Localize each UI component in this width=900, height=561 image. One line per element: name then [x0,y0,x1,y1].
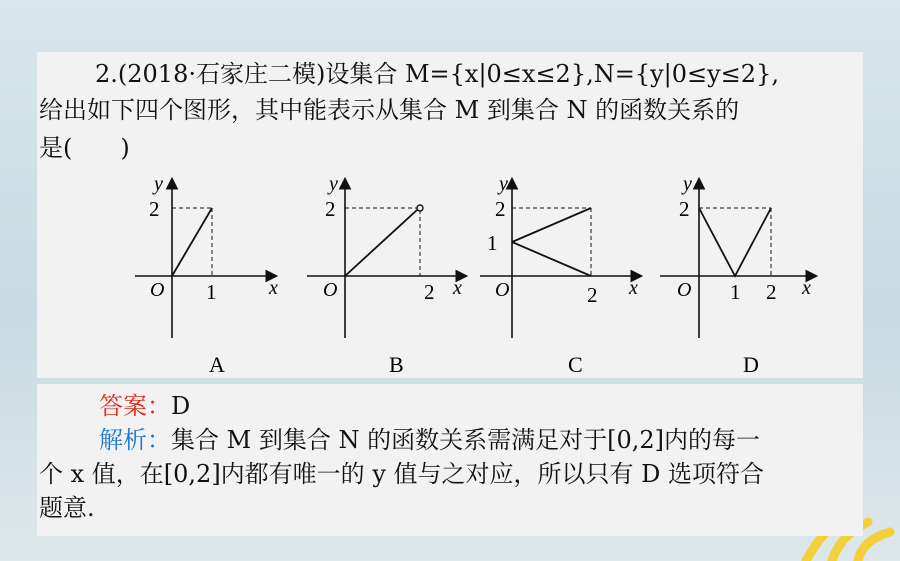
question-line-3: 是( ) [39,134,130,162]
analysis-text-1: 集合 M 到集合 N 的函数关系需满足对于[0,2]内的每一 [171,426,760,454]
graph-d-y-label: y [683,173,692,195]
option-graphs [37,168,863,378]
graph-c-y-label: y [499,173,508,195]
graph-a [135,173,278,377]
graph-c [480,173,640,377]
graph-b-x-label: x [453,277,462,299]
answer-value: D [171,392,191,420]
graph-c-caption: C [568,352,583,377]
analysis-line-3: 题意. [39,494,95,522]
graph-a-origin: O [150,279,165,301]
graph-b-y-tick: 2 [325,197,336,221]
graph-b-y-label: y [329,173,338,195]
graph-c-origin: O [495,279,510,301]
graph-c-y-tick-1: 1 [487,231,498,255]
question-panel [37,52,863,378]
answer-label: 答案： [99,392,171,420]
graph-d-origin: O [677,279,692,301]
graph-a-x-label: x [269,277,278,299]
graph-a-x-tick: 1 [206,280,217,304]
graph-b-origin: O [323,279,338,301]
graph-c-x-label: x [629,277,638,299]
analysis-label: 解析： [99,426,171,454]
graph-d-x-label: x [802,277,811,299]
answer-panel [37,384,863,536]
question-line-1: 2.(2018·石家庄二模)设集合 M={x|0≤x≤2},N={y|0≤y≤2}, [95,60,779,88]
graph-d-caption: D [743,352,759,377]
graph-c-y-tick-2: 2 [495,197,506,221]
graph-d-x-tick-2: 2 [766,280,777,304]
graph-a-y-label: y [154,173,163,195]
analysis-line-1 [99,426,760,454]
answer-line [99,392,190,420]
analysis-line-2: 个 x 值，在[0,2]内都有唯一的 y 值与之对应，所以只有 D 选项符合 [39,460,765,488]
graph-d [660,173,815,377]
graph-c-x-tick: 2 [587,283,598,307]
graph-a-y-tick: 2 [149,197,160,221]
graph-a-caption: A [209,352,225,377]
question-line-2: 给出如下四个图形，其中能表示从集合 M 到集合 N 的函数关系的 [39,96,740,124]
graph-d-x-tick-1: 1 [730,280,741,304]
graph-d-y-tick: 2 [679,197,690,221]
graph-b-x-tick: 2 [424,280,435,304]
graph-b [307,173,465,377]
graph-b-caption: B [389,352,404,377]
